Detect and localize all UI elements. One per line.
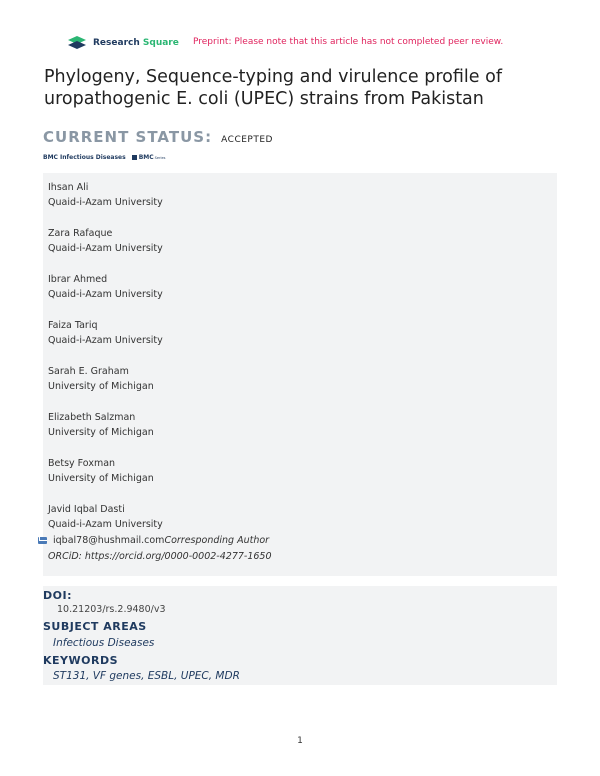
author-name: Betsy Foxman: [48, 458, 116, 469]
mail-icon: [38, 537, 47, 544]
subject-areas-value[interactable]: Infectious Diseases: [53, 637, 155, 649]
author-entry: [48, 319, 163, 348]
current-status: [43, 127, 273, 146]
author-entry: [48, 411, 154, 440]
author-affiliation: Quaid-i-Azam University: [48, 518, 163, 530]
authors-panel: [43, 173, 557, 576]
author-name: Ihsan Ali: [48, 182, 89, 193]
author-affiliation: Quaid-i-Azam University: [48, 288, 163, 300]
journal-name: BMC Infectious Diseases: [43, 154, 126, 161]
author-name: Sarah E. Graham: [48, 366, 129, 377]
page-number: 1: [297, 736, 303, 746]
bmc-series: Series: [154, 155, 166, 160]
author-affiliation: Quaid-i-Azam University: [48, 334, 163, 346]
article-title: Phylogeny, Sequence-typing and virulence profile of uropathogenic E. coli (UPEC) strains from Pakistan: [44, 67, 502, 109]
corresponding-email[interactable]: [38, 535, 269, 546]
author-affiliation: Quaid-i-Azam University: [48, 196, 163, 208]
author-name: Ibrar Ahmed: [48, 274, 108, 285]
research-square-logo-icon: [66, 34, 88, 52]
author-entry: [48, 181, 163, 210]
author-affiliation: University of Michigan: [48, 472, 154, 484]
author-name: Elizabeth Salzman: [48, 412, 136, 423]
author-entry: [48, 503, 163, 532]
brand-name: Research Square: [93, 38, 179, 48]
author-affiliation: University of Michigan: [48, 380, 154, 392]
status-label: CURRENT STATUS:: [43, 128, 213, 146]
metadata-panel: [43, 586, 557, 685]
author-entry: [48, 365, 154, 394]
author-name: Javid Iqbal Dasti: [48, 504, 125, 515]
bmc-icon: [132, 155, 137, 160]
author-affiliation: University of Michigan: [48, 426, 154, 438]
bmc-publisher: BMC: [138, 154, 154, 161]
keywords-value: ST131, VF genes, ESBL, UPEC, MDR: [53, 670, 240, 682]
journal-logo: [43, 154, 165, 161]
doi-value[interactable]: 10.21203/rs.2.9480/v3: [57, 604, 166, 615]
status-value: ACCEPTED: [221, 135, 273, 145]
author-entry: [48, 227, 163, 256]
author-entry: [48, 273, 163, 302]
author-entry: [48, 457, 154, 486]
email-address[interactable]: iqbal78@hushmail.com: [53, 535, 165, 546]
research-square-logo[interactable]: [66, 34, 179, 52]
corresponding-role: Corresponding Author: [164, 535, 270, 546]
page-header: [66, 32, 546, 54]
author-name: Faiza Tariq: [48, 320, 98, 331]
author-name: Zara Rafaque: [48, 228, 113, 239]
author-affiliation: Quaid-i-Azam University: [48, 242, 163, 254]
keywords-label: KEYWORDS: [43, 654, 119, 667]
preprint-notice: Preprint: Please note that this article has not completed peer review.: [193, 37, 504, 47]
doi-label: DOI:: [43, 589, 72, 602]
orcid-link[interactable]: ORCiD: https://orcid.org/0000-0002-4277-1650: [48, 551, 272, 562]
subject-areas-label: SUBJECT AREAS: [43, 620, 147, 633]
